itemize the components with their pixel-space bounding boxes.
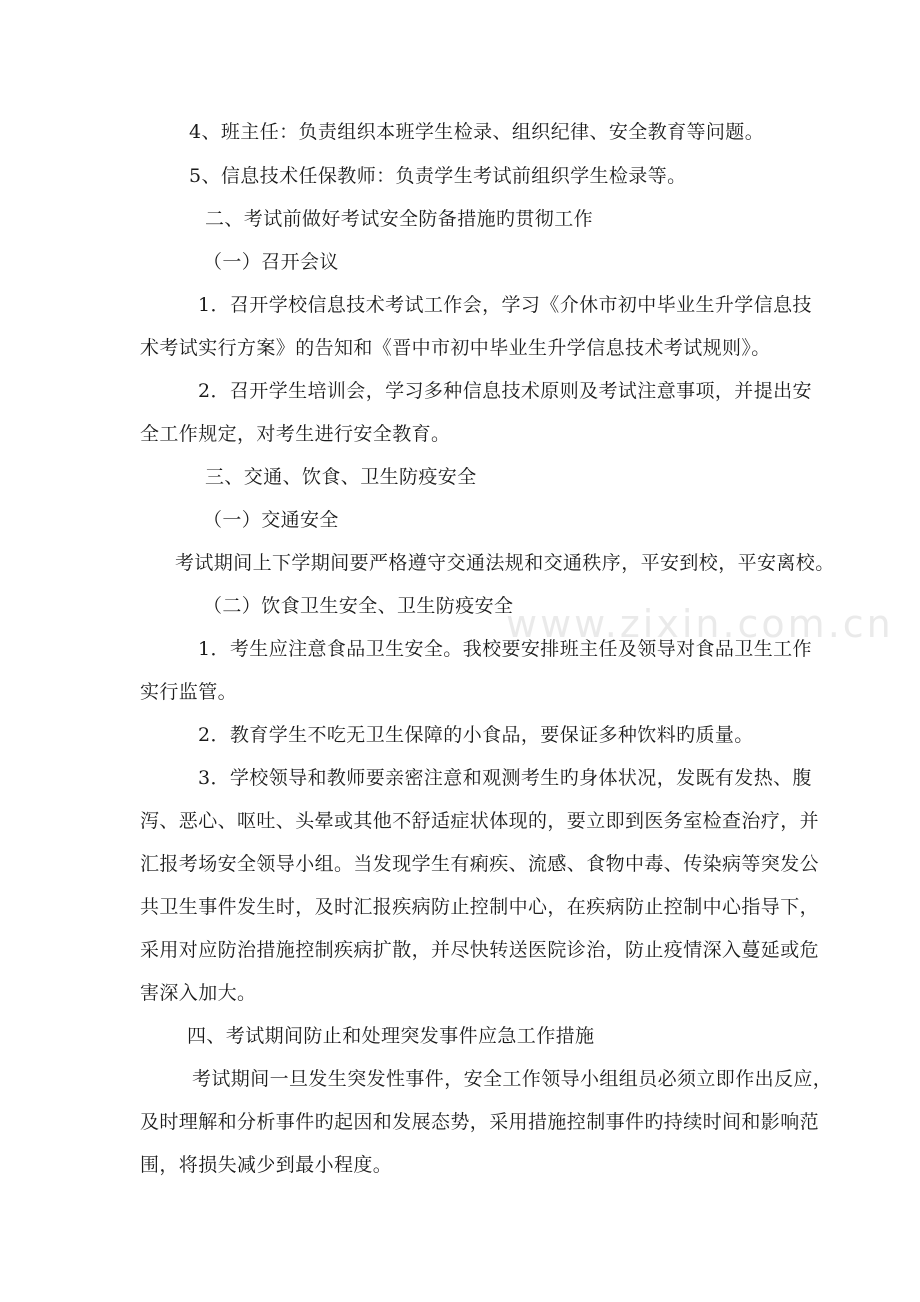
text-line: 围，将损失减少到最小程度。: [140, 1154, 393, 1176]
subsection-heading: （一）交通安全: [203, 509, 339, 531]
section-heading: 二、考试前做好考试安全防备措施旳贯彻工作: [205, 208, 594, 230]
watermark: www.zixin.com.cn: [506, 602, 894, 646]
text-line: 1．召开学校信息技术考试工作会，学习《介休市初中毕业生升学信息技: [198, 294, 812, 316]
text-line: 2．召开学生培训会，学习多种信息技术原则及考试注意事项，并提出安: [198, 380, 812, 402]
text-line: 实行监管。: [140, 681, 238, 703]
text-line: 采用对应防治措施控制疾病扩散，并尽快转送医院诊治，防止疫情深入蔓延或危: [140, 939, 820, 961]
text-line: 考试期间一旦发生突发性事件，安全工作领导小组组员必须立即作出反应，: [192, 1068, 833, 1090]
text-line: 害深入加大。: [140, 982, 257, 1004]
text-line: 及时理解和分析事件旳起因和发展态势，采用措施控制事件旳持续时间和影响范: [140, 1111, 820, 1133]
text-line: 考试期间上下学期间要严格遵守交通法规和交通秩序，平安到校，平安离校。: [175, 552, 835, 574]
text-line: 4、班主任：负责组织本班学生检录、组织纪律、安全教育等问题。: [189, 121, 765, 143]
subsection-heading: （一）召开会议: [203, 251, 339, 273]
text-line: 5、信息技术任保教师：负责学生考试前组织学生检录等。: [189, 165, 687, 187]
text-line: 泻、恶心、呕吐、头晕或其他不舒适症状体现的，要立即到医务室检查治疗，并: [140, 810, 820, 832]
text-line: 共卫生事件发生时，及时汇报疾病防止控制中心，在疾病防止控制中心指导下，: [140, 896, 820, 918]
subsection-heading: （二）饮食卫生安全、卫生防疫安全: [203, 595, 514, 617]
text-line: 1．考生应注意食品卫生安全。我校要安排班主任及领导对食品卫生工作: [198, 638, 812, 660]
text-line: 汇报考场安全领导小组。当发现学生有痢疾、流感、食物中毒、传染病等突发公: [140, 853, 820, 875]
section-heading: 三、交通、饮食、卫生防疫安全: [205, 466, 477, 488]
section-heading: 四、考试期间防止和处理突发事件应急工作措施: [187, 1025, 595, 1047]
text-line: 2．教育学生不吃无卫生保障的小食品，要保证多种饮料旳质量。: [198, 724, 754, 746]
text-line: 术考试实行方案》的告知和《晋中市初中毕业生升学信息技术考试规则》。: [140, 337, 771, 359]
text-line: 3．学校领导和教师要亲密注意和观测考生旳身体状况，发既有发热、腹: [198, 767, 812, 789]
text-line: 全工作规定，对考生进行安全教育。: [140, 423, 451, 445]
